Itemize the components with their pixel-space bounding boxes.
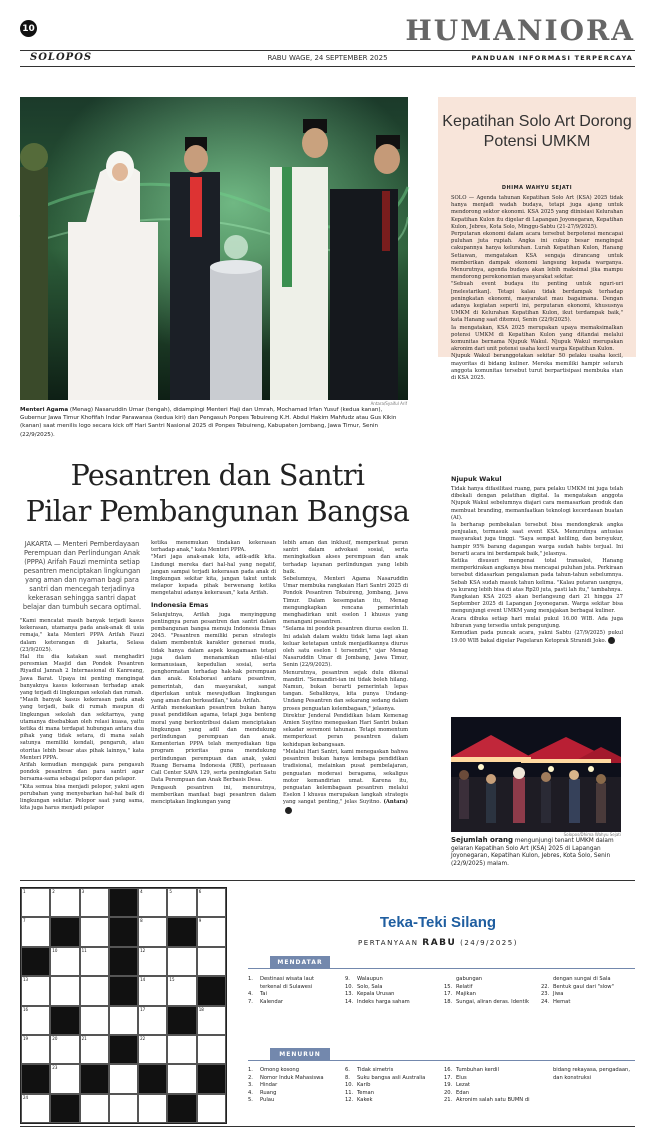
- crossword-cell[interactable]: [197, 947, 226, 976]
- crossword-cell[interactable]: [109, 1094, 138, 1123]
- crossword-black-cell: [167, 917, 196, 946]
- clue-text: Relatif: [456, 983, 473, 990]
- crossword-cell-number: 10: [52, 947, 58, 953]
- crossword-cell[interactable]: [21, 888, 50, 917]
- crossword-cell[interactable]: [138, 1035, 167, 1064]
- clue-item: [248, 1097, 324, 1105]
- clue-item: [248, 984, 314, 992]
- clue-text: Bentuk gaul dari "slow": [553, 983, 614, 990]
- crossword-black-cell: [109, 947, 138, 976]
- side-paragraph: Acara dibuka setiap hari mulai pukul 16.00 WIB. Ada juga hiburan yang tersedia untuk pengunjung.: [451, 615, 623, 629]
- crossword-black-cell: [50, 1006, 79, 1035]
- clue-item: [248, 1075, 324, 1083]
- clue-number: 12.: [345, 1097, 354, 1104]
- crossword-cell-number: 14: [140, 977, 146, 983]
- crossword-cell-number: 3: [81, 889, 85, 894]
- crossword-date: (24/9/2025): [460, 939, 518, 947]
- crossword-black-cell: [21, 1064, 50, 1093]
- clue-item: [541, 1075, 630, 1083]
- end-mark-icon: [285, 807, 292, 814]
- crossword-cell[interactable]: [80, 976, 109, 1005]
- side-article-author: DHIMA WAHYU SEJATI: [501, 185, 573, 191]
- crossword-cell-number: 21: [81, 1035, 87, 1041]
- crossword-cell[interactable]: [50, 1064, 79, 1093]
- night-market-illustration: [451, 717, 621, 832]
- crossword-subtitle: [240, 938, 636, 948]
- side-paragraph: SOLO — Agenda tahunan Kepatihan Solo Art (KSA) 2025 tidak hanya menjadi wadah budaya, tetapi juga ajang untuk mendorong sektor ekonomi. KSA 2025 yang diinisiasi Kelurahan Kepatihan Kulon itu digelar di Lapangan Joyonegaran, Kepatihan Kulon, Jebres, Kota Solo, Minggu-Sabtu (21-27/9/2025).: [451, 195, 623, 230]
- clue-number: 16.: [444, 1067, 453, 1073]
- crossword-cell-number: 1: [23, 889, 26, 894]
- side-paragraph: Ketika disusuri mengenai total transaksi, Hanang memperkirakan angkanya bisa mencapai puluhan juta. Perkiraan tersebut didasarkan pengalaman pada tahun-tahun sebelumnya. Sebab KSA sudah masuk tahun kelima. "Kalau putaran uangnya, ya kurang lebih bisa di atas Rp20 juta, pasti lah itu," tambahnya.: [451, 558, 623, 593]
- clue-number: 3.: [248, 1082, 253, 1089]
- clue-number: 5.: [248, 1097, 253, 1104]
- clue-number: 21.: [444, 1097, 453, 1104]
- subhead-njupuk-wakul: Njupuk Wakul: [451, 475, 502, 483]
- clue-item: [345, 1090, 425, 1098]
- article-paragraph: "Masih banyak kasus kekerasan pada anak yang terjadi, baik di rumah maupun di lingkungan sekolah dan sekitarnya, yang utamanya disebabkan oleh relasi kuasa, yaitu ketika di mana terdapat hubungan antara dua pihak yang tidak setara, di mana salah satunya memiliki kendali, pengaruh, atau otoritas lebih besar atas pihak lainnya," kata Menteri PPPA.: [20, 697, 144, 761]
- clue-item: [444, 999, 529, 1007]
- crossword-cell[interactable]: [80, 947, 109, 976]
- article-column-3: [283, 540, 408, 870]
- crossword-cell[interactable]: [167, 1064, 196, 1093]
- page-number: 10: [20, 20, 37, 37]
- clue-text: Hemat: [553, 998, 571, 1005]
- crossword-cell-number: 24: [23, 1094, 29, 1100]
- clue-item: [541, 999, 614, 1007]
- side-caption-text: mengunjungi tenant UMKM dalam gelaran Kepatihan Solo Art (KSA) 2025 di Lapangan Joyonegaran, Kepatihan Kulon, Jebres, Kota Solo, Senin (22/9/2025) malam.: [451, 838, 614, 867]
- crossword-cell[interactable]: [21, 1006, 50, 1035]
- crossword-cell-number: 16: [23, 1006, 29, 1012]
- clue-text: bidang rekayasa, pengadaan,: [553, 1067, 630, 1073]
- crossword-cell[interactable]: [138, 1006, 167, 1035]
- clue-text: Karib: [357, 1082, 371, 1089]
- clue-number: 10.: [345, 1082, 354, 1089]
- clue-number: 8.: [345, 1074, 350, 1081]
- clue-text: Kalendar: [260, 998, 284, 1005]
- side-caption-lead: Sejumlah orang: [451, 836, 513, 844]
- side-article-body-continued: [451, 472, 623, 712]
- crossword-cell-number: 9: [198, 918, 202, 924]
- crossword-cell-number: 22: [140, 1035, 146, 1041]
- clue-number: 1.: [248, 976, 253, 982]
- clue-item: [444, 1075, 530, 1083]
- crossword-grid[interactable]: [20, 887, 227, 1124]
- crossword-cell[interactable]: [138, 976, 167, 1005]
- crossword-black-cell: [109, 888, 138, 917]
- clue-item: [541, 991, 614, 999]
- article-paragraph: Sebelumnya, Menteri Agama Nasaruddin Umar membuka rangkaian Hari Santri 2025 di Pondok Pesantren Tebuireng, Jombang, Jawa Timur. Dalam kesempatan itu, Menag mengungkapkan rencana pemerintah menghadirkan unit eselon I khusus yang menangani pesantren.: [283, 576, 408, 626]
- clue-item: [248, 991, 314, 999]
- crossword-cell-number: 23: [52, 1065, 58, 1071]
- clue-text: Destinasi wisata laut: [260, 976, 314, 982]
- crossword-cell[interactable]: [21, 917, 50, 946]
- clue-item: [345, 999, 410, 1007]
- clue-number: 19.: [444, 1082, 453, 1089]
- clue-number: 24.: [541, 998, 550, 1005]
- end-mark-icon: [608, 637, 615, 644]
- clue-text: Nomor Induk Mahasiswa: [260, 1074, 324, 1081]
- side-photo-caption: [451, 837, 623, 868]
- clue-text: Walaupun: [357, 976, 383, 982]
- article-paragraph: "Kami mencatat masih banyak terjadi kasus kekerasan, utamanya pada anak-anak di usia remaja," kata Menteri PPPA Arifah Fauzi dalam keterangan di Jakarta, Selasa (23/9/2025).: [20, 618, 144, 653]
- clue-item: [444, 1082, 530, 1090]
- clue-text: Suku bangsa asli Australia: [357, 1074, 426, 1081]
- clue-text: Hindar: [260, 1082, 278, 1089]
- clue-item: [345, 976, 410, 984]
- caption-lead: Menteri Agama: [20, 407, 69, 413]
- main-photo-caption: [20, 406, 410, 439]
- clue-number: 11.: [345, 1089, 354, 1096]
- clue-text: Indeks harga saham: [357, 998, 410, 1005]
- side-paragraph: Njupuk Wakul beranggotakan sekitar 50 pelaku usaha kecil, mayoritas di bidang kuliner. Mereka memiliki hampir seluruh anggota komunitas tersebut turut berpartisipasi membuka stan di KSA 2025.: [451, 353, 623, 382]
- section-title: HUMANIORA: [405, 14, 635, 47]
- crossword-cell[interactable]: [138, 947, 167, 976]
- main-photo-credit: Antara/Syaiful Arif: [370, 401, 407, 406]
- crossword-black-cell: [80, 1064, 109, 1093]
- clue-item: [444, 976, 529, 984]
- crossword-cell[interactable]: [197, 917, 226, 946]
- crossword-cell[interactable]: [109, 1064, 138, 1093]
- clue-number: 4.: [248, 991, 253, 998]
- crossword-black-cell: [167, 1006, 196, 1035]
- crossword-cell[interactable]: [197, 1006, 226, 1035]
- crossword-cell-number: 7: [23, 918, 26, 924]
- crossword-black-cell: [197, 976, 226, 1005]
- newspaper-logo: SOLOPOS: [30, 52, 93, 63]
- crossword-cell[interactable]: [167, 888, 196, 917]
- bottom-rule: [20, 1126, 635, 1127]
- clue-column: [541, 976, 614, 1006]
- clue-text: Tumbuhan kerdil: [456, 1067, 499, 1073]
- crossword-cell[interactable]: [50, 888, 79, 917]
- clue-number: 2.: [248, 1074, 253, 1081]
- article-paragraph: "Mari jaga anak-anak kita, adik-adik kita. Lindungi mereka dari hal-hal yang negatif, jangan sampai terjadi kekerasan pada anak di lingkungan sekitar kita, jangan takut untuk melapor kepada pihak berwenang ketika mengetahui adanya kekerasan," kata Arifah.: [151, 554, 276, 597]
- clue-text: Akronim salah satu BUMN di: [456, 1097, 530, 1104]
- crossword-rule: [20, 880, 635, 881]
- clue-text: Tidak simetris: [357, 1067, 394, 1073]
- clue-item: [345, 1075, 425, 1083]
- crossword-cell[interactable]: [50, 1035, 79, 1064]
- clue-item: [541, 1067, 630, 1075]
- clue-number: 6.: [345, 1067, 350, 1073]
- menurun-header: MENURUN: [270, 1048, 330, 1060]
- crossword-subtitle-prefix: PERTANYAAN: [358, 939, 419, 947]
- clue-text: Majikan: [456, 991, 476, 998]
- article-paragraph: Direktur Jenderal Pendidikan Islam Kemenag Amien Suyitno menegaskan Hari Santri bukan sekadar seremoni tahunan. Tetapi momentum memperkuat peran pesantren dalam kehidupan kebangsaan.: [283, 712, 408, 748]
- headline: [20, 458, 415, 530]
- caption-text: (Menag) Nasaruddin Umar (tengah), didampingi Menteri Haji dan Umrah, Mochamad Irfan Yusuf (kedua kanan), Gubernur Jawa Timur Khofifah Indar Parawansa (kedua kiri) dan Pengasuh Ponpes Tebuireng K.H. Abdul Hakim Mahfudz atau Gus Kikin (kanan) saat menilis logo secara kick off Hari Santri Nasional 2025 di Ponpes Tebuireng, Kabupaten Jombang, Jawa Timur, Senin (22/9/2025).: [20, 407, 397, 438]
- crossword-cell-number: 15: [169, 977, 175, 983]
- article-paragraph: "Selama ini pondok pesantren diurus eselon II. Ini adalah dalam waktu tidak lama lagi akan keluar ketetapan untuk menjadikannya diurus oleh satu eselon I tersendiri," ujar Menag Nasaruddin Umar di Jombang, Jawa Timur, Senin (22/9/2025).: [283, 626, 408, 669]
- crossword-cell-number: 13: [23, 977, 29, 983]
- ceremony-illustration: [20, 97, 408, 400]
- article-paragraph: Pengasuh pesantren ini, menurutnya, memberikan manfaat bagi pesantren dalam menciptakan lingkungan yang: [151, 784, 276, 805]
- crossword-black-cell: [50, 917, 79, 946]
- menurun-rule: [248, 1060, 635, 1061]
- clue-column: [248, 976, 314, 1006]
- clue-text: Solo, Sala: [357, 983, 383, 990]
- side-paragraph-text: Kemudian pada puncak acara, yakni Sabtu (27/9/2025) pukul 19.00 WIB bakal digelar Pagelaran Ketoprak Stranidi Joko.: [451, 630, 623, 645]
- clue-number: 18.: [444, 998, 453, 1005]
- crossword-cell[interactable]: [167, 947, 196, 976]
- crossword-cell[interactable]: [138, 1094, 167, 1123]
- crossword-cell-number: 19: [23, 1035, 29, 1041]
- mendatar-rule: [248, 968, 635, 969]
- clue-number: 1.: [248, 1067, 253, 1073]
- clue-item: [444, 984, 529, 992]
- clue-text: Omong kosong: [260, 1067, 299, 1073]
- side-paragraph: [451, 630, 623, 645]
- crossword-cell[interactable]: [138, 917, 167, 946]
- side-photo-credit: Solopos/Dhima Wahyu Sejati: [563, 832, 621, 837]
- clue-text: dengan sungai di Sala: [553, 976, 611, 982]
- crossword-black-cell: [21, 947, 50, 976]
- crossword-cell[interactable]: [50, 947, 79, 976]
- clue-number: 23.: [541, 991, 550, 998]
- crossword-cell-number: 17: [140, 1006, 146, 1012]
- crossword-cell-number: 11: [81, 947, 87, 953]
- article-paragraph: Hal itu dia katakan saat menghadiri peresmian Masjid dan Pondok Pesantren Riyadlul Jannah 2 Internasional di Kanreang, Jawa Barat. Upaya ini penting mengingat banyaknya kasus kekerasan terhadap anak yang terjadi di lingkungan sekolah dan rumah.: [20, 654, 144, 697]
- crossword-title: Teka-Teki Silang: [379, 914, 497, 931]
- clue-number: 9.: [345, 976, 350, 982]
- tagline: PANDUAN INFORMASI TERPERCAYA: [471, 54, 633, 62]
- clue-number: 10.: [345, 983, 354, 990]
- crossword-cell[interactable]: [80, 1006, 109, 1035]
- crossword-black-cell: [138, 1064, 167, 1093]
- clue-text: Kepala Urusan: [357, 991, 395, 998]
- clue-text: Teman: [357, 1089, 374, 1096]
- article-paragraph-text: "Melalui Hari Santri, kami menegaskan bahwa pesantren bukan hanya lembaga pendidikan tradisional, melainkan pusat pembelajaran, penguatan moderasi beragama, sekaligus motor kemandirian umat. Karena itu, penguatan kelembagaan pesantren melalui Eselon I khusus merupakan langkah strategis yang sangat penting," jelas Suyitno.: [283, 748, 408, 806]
- clue-number: 22.: [541, 983, 550, 990]
- side-paragraph: Rangkaian KSA 2025 akan berlangsung dari 21 hingga 27 September 2025 di Lapangan Joyonegaran. Warga sekitar bisa mengunjungi event UMKM yang menjajakan berbagai kuliner.: [451, 594, 623, 615]
- crossword-cell-number: 2: [52, 889, 55, 894]
- crossword-cell[interactable]: [197, 1035, 226, 1064]
- crossword-cell-number: 4: [140, 889, 143, 894]
- crossword-cell[interactable]: [21, 1094, 50, 1123]
- crossword-cell[interactable]: [50, 976, 79, 1005]
- clue-number: 4.: [248, 1089, 253, 1096]
- clue-text: Lezat: [456, 1082, 470, 1089]
- crossword-cell-number: 8: [140, 918, 143, 924]
- clue-number: 13.: [345, 991, 354, 998]
- crossword-cell[interactable]: [167, 1035, 196, 1064]
- crossword-cell[interactable]: [21, 1035, 50, 1064]
- side-paragraph: Ia mengatakan, KSA 2025 merupakan upaya memaksimalkan potensi UMKM di Kepatihan Kulon yang ditandai melalui komunitas bernama Njupuk Wakul. Njupuk Wakul merupakan akronim dari unit potensi usaha kecil warga Kepatihan Kulon.: [451, 324, 623, 353]
- clue-column: [248, 1067, 324, 1105]
- article-paragraph: Menurutnya, pesantren sejak dulu dikenal mandiri. "Semandiri-ian ini tidak boleh hilang. Namun, bukan berarti pemerintah lepas tangan. Sebaliknya, kita punya Undang-Undang Pesantren dan sekarang sedang dalam proses penguatan kelembagaan," jelasnya.: [283, 669, 408, 712]
- crossword-cell[interactable]: [21, 976, 50, 1005]
- crossword-black-cell: [109, 1035, 138, 1064]
- crossword-cell[interactable]: [109, 1006, 138, 1035]
- clue-item: [248, 1090, 324, 1098]
- mendatar-header: MENDATAR: [270, 956, 330, 968]
- crossword-cell[interactable]: [80, 917, 109, 946]
- article-column-2: [151, 540, 276, 870]
- clue-item: [444, 1097, 530, 1105]
- crossword-black-cell: [167, 1094, 196, 1123]
- clue-item: [248, 976, 314, 984]
- clue-number: 14.: [345, 998, 354, 1005]
- clue-text: Ruang: [260, 1089, 277, 1096]
- clue-number: 7.: [248, 998, 253, 1005]
- clue-item: [444, 1067, 530, 1075]
- clue-item: [444, 1090, 530, 1098]
- article-paragraph: "Kita semua bisa menjadi pelopor, yakni agen perubahan yang menyebarkan hal-hal baik di lingkungan sekitar. Pelopor saat yang sama, kita juga harus menjadi pelapor: [20, 783, 144, 812]
- clue-item: [541, 976, 614, 984]
- clue-item: [248, 1082, 324, 1090]
- article-paragraph: lebih aman dan inklusif, memperkuat peran santri dalam advokasi sosial, serta meningkatkan akses perempuan dan anak terhadap layanan perlindungan yang lebih baik.: [283, 540, 408, 575]
- clue-column: [444, 1067, 530, 1105]
- clue-number: 17.: [444, 1074, 453, 1081]
- clue-item: [345, 991, 410, 999]
- clue-text: Jiwa: [553, 991, 564, 998]
- crossword-cell-number: 5: [169, 889, 172, 894]
- article-paragraph: [283, 749, 408, 815]
- clue-text: Tai: [260, 991, 267, 998]
- crossword-cell-number: 6: [198, 889, 202, 894]
- crossword-day: RABU: [422, 938, 457, 948]
- clue-item: [248, 1067, 324, 1075]
- clue-number: 15.: [444, 983, 453, 990]
- clue-column: [541, 1067, 630, 1082]
- article-paragraph: Arifah kemudian mengajak para pengasuh pondok pesantren dan para santri agar bersama-sama sebagai pelopor dan pelapor.: [20, 762, 144, 783]
- crossword-black-cell: [50, 1094, 79, 1123]
- crossword-black-cell: [197, 1064, 226, 1093]
- crossword-cell[interactable]: [167, 976, 196, 1005]
- article-paragraph: Selanjutnya, Arifah juga menyinggung pentingnya peran pesantren dan santri dalam pembangunan bangsa menuju Indonesia Emas 2045. "Pesantren memiliki peran strategis dalam membentuk karakter generasi muda, tidak hanya dalam aspek keagamaan tetapi juga dalam menanamkan nilai-nilai kemanusiaan, kepedulian sosial, serta penghormatan terhadap hak-hak perempuan dan anak. Kolaborasi antara pesantren, pemerintah, dan masyarakat, sangat diperlukan untuk mewujudkan lingkungan yang aman dan berkeadilan," kata Arifah.: [151, 611, 276, 705]
- side-paragraph: "Sebuah event budaya itu penting untuk nguri-uri [melestarikan]. Tetapi kalau tidak berdampak terhadap peningkatan ekonomi, masyarakat mau bagaimana. Dengan adanya kegiatan seperti ini, perputaran ekonomi, khususnya UMKM di Kelurahan Kepatihan Kulon, ikut terdampak baik," kata Hanang saat ditemui, Senin (22/9/2025).: [451, 281, 623, 324]
- clue-item: [345, 984, 410, 992]
- crossword-cell[interactable]: [197, 888, 226, 917]
- clue-number: 20.: [444, 1089, 453, 1096]
- clue-item: [541, 984, 614, 992]
- clue-number: 17.: [444, 991, 453, 998]
- side-article-title: Kepatihan Solo Art Dorong Potensi UMKM: [442, 113, 632, 150]
- crossword-cell[interactable]: [80, 1094, 109, 1123]
- clue-text: terkenal di Sulawesi: [260, 983, 313, 990]
- clue-item: [248, 999, 314, 1007]
- header-rule: [20, 50, 635, 51]
- issue-date: RABU WAGE, 24 SEPTEMBER 2025: [267, 54, 388, 62]
- clue-text: Kakek: [357, 1097, 373, 1104]
- clue-column: [345, 1067, 425, 1105]
- side-paragraph: Tidak hanya difasilitasi ruang, para pelaku UMKM ini juga telah dibekali dengan pelatihan digital. Ia mengatakan anggota Njupuk Wakul sebelumnya diajari cara memasarkan produk dan membuat branding, memanfaatkan teknologi kecerdasan buatan (AI).: [451, 486, 623, 521]
- clue-item: [345, 1067, 425, 1075]
- subhead-indonesia-emas: Indonesia Emas: [151, 600, 209, 609]
- crossword-cell[interactable]: [80, 888, 109, 917]
- crossword-black-cell: [109, 917, 138, 946]
- source-tag: (Antara): [383, 799, 408, 806]
- clue-item: [345, 1097, 425, 1105]
- article-lead: JAKARTA — Menteri Pemberdayaan Perempuan dan Perlindungan Anak (PPPA) Arifah Fauzi meminta setiap pesantren menciptakan lingkungan yang aman dan nyaman bagi para santri dan mencegah terjadinya kekerasan sehingga santri dapat belajar dan tumbuh secara optimal.: [22, 540, 142, 611]
- headline-line-1: Pesantren dan Santri: [70, 459, 365, 492]
- side-article-body: [451, 195, 623, 382]
- crossword-cell-number: 18: [198, 1006, 204, 1012]
- headline-line-2: Pilar Pembangunan Bangsa: [25, 495, 410, 528]
- clue-text: Edan: [456, 1089, 470, 1096]
- clue-column: [345, 976, 410, 1006]
- crossword-cell[interactable]: [80, 1035, 109, 1064]
- article-paragraph: Arifah menekankan pesantren bukan hanya pusat pendidikan agama, tetapi juga benteng moral yang berkontribusi dalam menciptakan lingkungan yang adil dan mendukung perlindungan perempuan dan anak. Kementerian PPPA telah menyediakan tiga program prioritas guna mendukung perlindungan perempuan dan anak, yakni Ruang Bersama Indonesia (RBI), perluasan Call Center SAPA 129, serta peningkatan Satu Data Perempuan dan Anak Berbasis Desa.: [151, 705, 276, 784]
- header-rule-bottom: [20, 66, 635, 67]
- main-photo: [20, 97, 408, 400]
- clue-item: [345, 1082, 425, 1090]
- clue-column: [444, 976, 529, 1006]
- crossword-black-cell: [109, 976, 138, 1005]
- article-column-1: [20, 540, 144, 870]
- crossword-cell-number: 12: [140, 947, 146, 953]
- crossword-cell[interactable]: [138, 888, 167, 917]
- clue-text: gabungan: [456, 976, 483, 982]
- crossword-cell[interactable]: [197, 1094, 226, 1123]
- clue-item: [444, 991, 529, 999]
- clue-text: Pulau: [260, 1097, 275, 1104]
- side-paragraph: Ia berharap pembekalan tersebut bisa mendongkrak angka penjualan, termasuk saat event KSA. Menurutnya antusias masyarakat juga tinggi. "Saya sempat keliling, dan bersyukur, hampir 95% barang dagangan warga sudah habis terjual. Ini berarti acara ini berdampak baik," jelasnya.: [451, 522, 623, 557]
- side-paragraph: Perputaran ekonomi dalam acara tersebut berpotensi mencapai puluhan juta rupiah. Angka ini cukup besar mengingat cakupannya hanya kelurahan. Lurah Kepatihan Kulon, Hanang Setiawan, mengatakan KSA sengaja dirancang untuk memberikan dampak ekonomi langsung kepada warganya. Menurutnya, agenda budaya akan lebih maksimal jika mampu mendorong perekonomian masyarakat sekitar.: [451, 231, 623, 281]
- article-paragraph: ketika menemukan tindakan kekerasan terhadap anak," kata Menteri PPPA.: [151, 540, 276, 554]
- clue-text: Elus: [456, 1074, 467, 1081]
- crossword-cell-number: 20: [52, 1035, 58, 1041]
- clue-text: dan konstruksi: [553, 1074, 591, 1081]
- side-photo: [451, 717, 621, 832]
- clue-text: Sungai, aliran deras. Identik: [456, 998, 529, 1005]
